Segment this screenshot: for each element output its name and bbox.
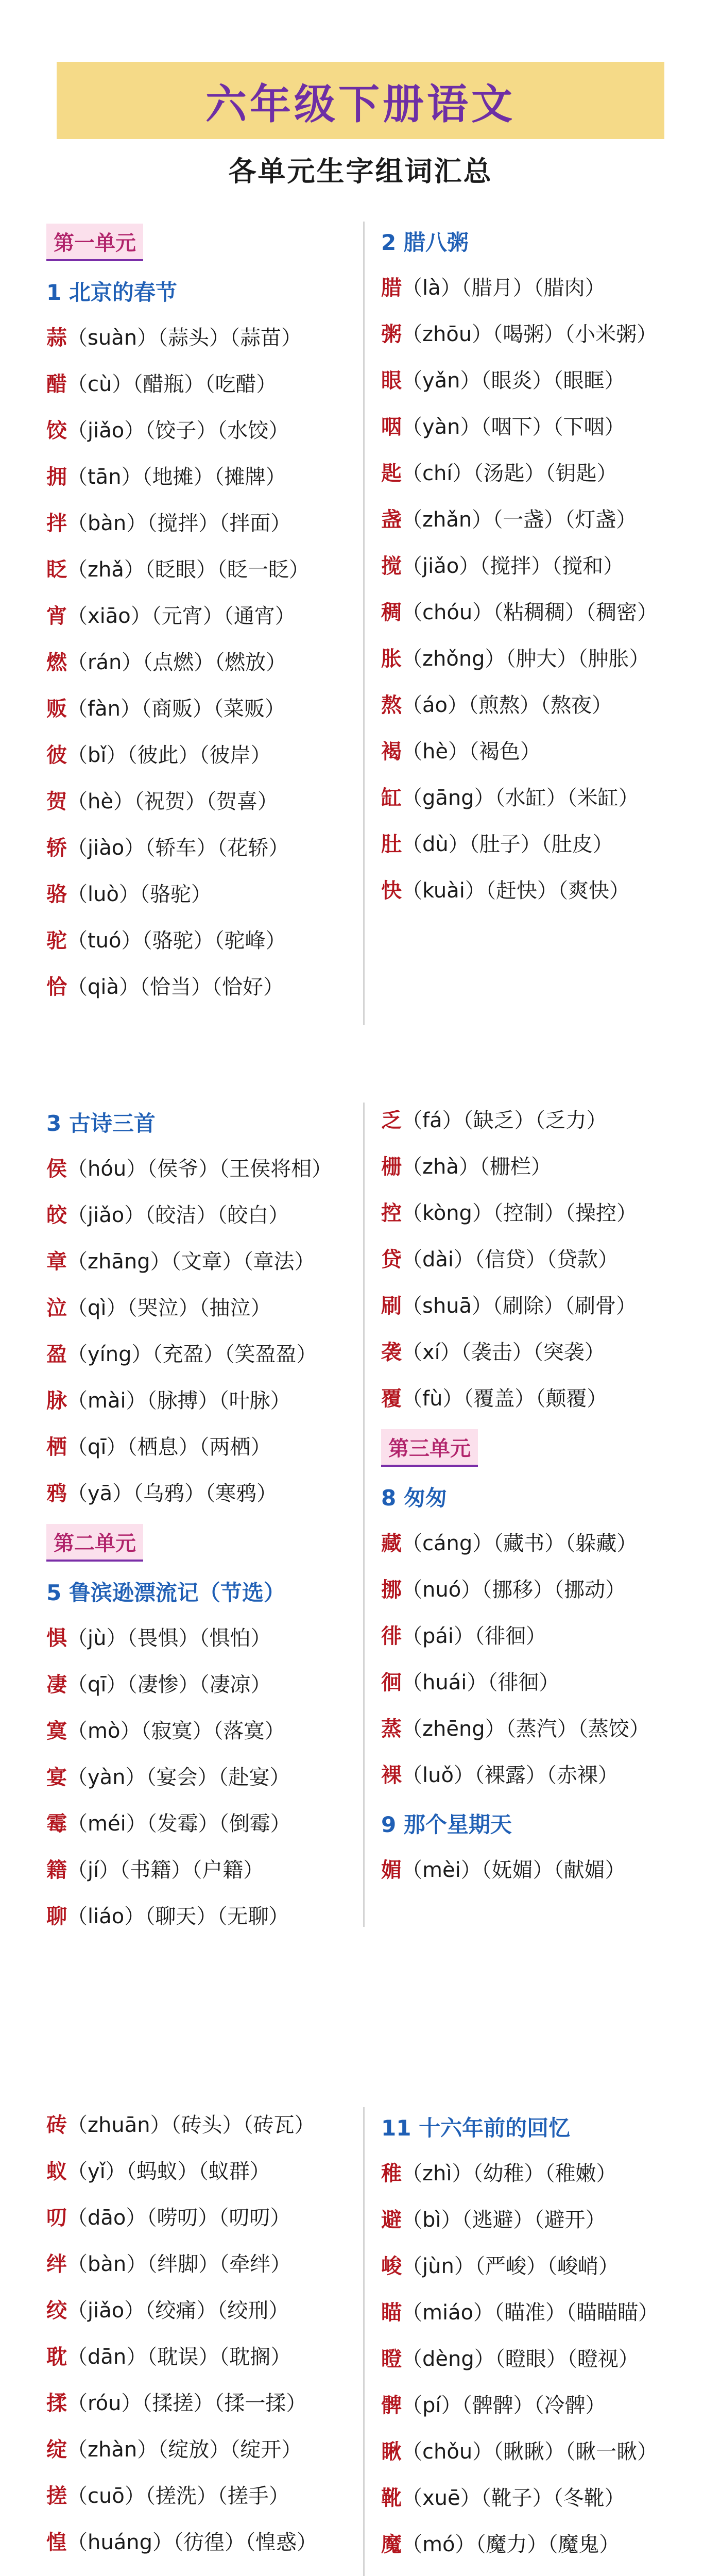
vocab-words: （zhǎ）（眨眼）（眨一眨） xyxy=(67,558,310,582)
vocab-words: （yǎn）（眼炎）（眼眶） xyxy=(402,369,625,393)
vocab-words: （zhēng）（蒸汽）（蒸饺） xyxy=(402,1717,650,1741)
vocab-words: （bàn）（搅拌）（拌面） xyxy=(67,512,291,535)
vocab-row xyxy=(46,964,355,1010)
vocab-words: （qià）（恰当）（恰好） xyxy=(67,975,284,999)
vocab-words: （dài）（信贷）（贷款） xyxy=(402,1248,619,1272)
vocab-character: 粥 xyxy=(381,323,402,346)
right-column xyxy=(381,1097,690,1893)
vocab-character: 稚 xyxy=(381,2162,402,2185)
vocab-character: 皎 xyxy=(46,1204,67,1227)
vocab-words: （yàn）（咽下）（下咽） xyxy=(402,415,625,439)
vocab-words: （zhǎn）（一盏）（灯盏） xyxy=(402,508,637,532)
vocab-character: 眨 xyxy=(46,558,67,582)
vocab-row xyxy=(381,2290,690,2336)
vocab-character: 宵 xyxy=(46,604,67,628)
vocab-words: （là）（腊月）（腊肉） xyxy=(402,276,606,300)
vocab-words: （zhǒng）（肿大）（肿胀） xyxy=(402,647,650,671)
vocab-words: （cáng）（藏书）（躲藏） xyxy=(402,1532,638,1555)
vocab-character: 熬 xyxy=(381,693,402,717)
vocab-character: 瞅 xyxy=(381,2440,402,2464)
vocab-row xyxy=(381,2475,690,2521)
vocab-words: （huáng）（彷徨）（惶惑） xyxy=(67,2531,317,2554)
vocab-character: 泣 xyxy=(46,1296,67,1320)
vocab-row xyxy=(381,636,690,682)
vocab-character: 轿 xyxy=(46,836,67,860)
vocab-words: （jiǎo）（搅拌）（搅和） xyxy=(402,554,624,578)
vocab-row xyxy=(46,408,355,454)
vocab-row xyxy=(381,775,690,821)
left-column xyxy=(46,2102,355,2576)
vocab-words: （bì）（逃避）（避开） xyxy=(402,2208,606,2232)
vocab-words: （qī）（栖息）（两栖） xyxy=(67,1435,271,1459)
vocab-row xyxy=(381,2243,690,2290)
vocab-words: （zhà）（栅栏） xyxy=(402,1155,552,1179)
vocab-character: 靴 xyxy=(381,2486,402,2510)
vocab-row xyxy=(46,2241,355,2287)
vocab-row xyxy=(46,593,355,639)
lesson-heading: 3 古诗三首 xyxy=(46,1111,156,1136)
vocab-row xyxy=(381,497,690,543)
vocab-row xyxy=(46,1331,355,1378)
lesson-heading: 2 腊八粥 xyxy=(381,230,469,255)
vocab-words: （xiāo）（元宵）（通宵） xyxy=(67,604,296,628)
vocab-words: （tān）（地摊）（摊牌） xyxy=(67,465,286,489)
vocab-character: 搅 xyxy=(381,554,402,578)
vocab-character: 拥 xyxy=(46,465,67,489)
vocab-row xyxy=(381,1613,690,1659)
vocab-row xyxy=(381,1659,690,1706)
vocab-character: 腊 xyxy=(381,276,402,300)
vocab-character: 徘 xyxy=(381,1624,402,1648)
vocab-row xyxy=(381,543,690,589)
vocab-row xyxy=(46,1146,355,1192)
vocab-row xyxy=(46,2519,355,2566)
vocab-character: 醋 xyxy=(46,372,67,396)
vocab-row xyxy=(46,778,355,825)
vocab-row xyxy=(381,1520,690,1567)
vocab-character: 宴 xyxy=(46,1766,67,1789)
vocab-words: （kòng）（控制）（操控） xyxy=(402,1201,637,1225)
vocab-words: （mó）（魔力）（魔鬼） xyxy=(402,2533,620,2556)
vocab-words: （dèng）（瞪眼）（瞪视） xyxy=(402,2347,639,2371)
vocab-words: （pí）（髀髀）（冷髀） xyxy=(402,2394,606,2417)
vocab-character: 饺 xyxy=(46,419,67,443)
vocab-character: 贷 xyxy=(381,1248,402,1272)
vocab-words: （liáo）（聊天）（无聊） xyxy=(67,1905,289,1928)
vocab-row xyxy=(46,1470,355,1517)
vocab-character: 盈 xyxy=(46,1343,67,1366)
vocab-character: 乏 xyxy=(381,1109,402,1132)
vocab-character: 绊 xyxy=(46,2252,67,2276)
vocab-character: 章 xyxy=(46,1250,67,1274)
vocab-row xyxy=(46,2427,355,2473)
vocab-row xyxy=(46,1893,355,1940)
vocab-character: 霉 xyxy=(46,1812,67,1836)
vocab-row xyxy=(381,682,690,728)
vocab-row xyxy=(46,2287,355,2334)
vocab-row xyxy=(381,1190,690,1236)
vocab-character: 魔 xyxy=(381,2533,402,2556)
vocab-row xyxy=(381,1376,690,1422)
vocab-words: （jiǎo）（绞痛）（绞刑） xyxy=(67,2299,289,2323)
left-column xyxy=(46,216,355,1010)
vocab-words: （mài）（脉搏）（叶脉） xyxy=(67,1389,291,1413)
vocab-row xyxy=(46,732,355,778)
vocab-words: （dāo）（唠叨）（叨叨） xyxy=(67,2206,291,2230)
vocab-row xyxy=(46,500,355,547)
vocab-row xyxy=(381,728,690,775)
vocab-row xyxy=(381,2382,690,2429)
vocab-words: （chóu）（粘稠稠）（稠密） xyxy=(402,601,658,624)
vocab-character: 瞄 xyxy=(381,2301,402,2325)
vocab-words: （hè）（褐色） xyxy=(402,740,541,764)
lesson-heading: 1 北京的春节 xyxy=(46,280,177,305)
vocab-row xyxy=(46,315,355,361)
vocab-character: 匙 xyxy=(381,462,402,485)
vocab-words: （méi）（发霉）（倒霉） xyxy=(67,1812,291,1836)
vocab-character: 刷 xyxy=(381,1294,402,1318)
unit-heading: 第二单元 xyxy=(46,1524,143,1562)
vocab-row xyxy=(381,2521,690,2568)
vocab-row xyxy=(381,2336,690,2382)
vocab-words: （qì）（哭泣）（抽泣） xyxy=(67,1296,271,1320)
vocab-row xyxy=(46,1708,355,1754)
vocab-character: 避 xyxy=(381,2208,402,2232)
vocab-row xyxy=(381,358,690,404)
vocab-words: （kuài）（赶快）（爽快） xyxy=(402,879,630,903)
vocab-words: （róu）（揉搓）（揉一揉） xyxy=(67,2392,307,2415)
vocab-words: （zhāng）（文章）（章法） xyxy=(67,1250,315,1274)
vocab-words: （qī）（凄惨）（凄凉） xyxy=(67,1673,271,1697)
vocab-row xyxy=(381,1283,690,1329)
vocab-character: 媚 xyxy=(381,1858,402,1882)
vocab-character: 驼 xyxy=(46,929,67,953)
vocab-words: （nuó）（挪移）（挪动） xyxy=(402,1578,626,1602)
vocab-words: （zhì）（幼稚）（稚嫩） xyxy=(402,2162,617,2185)
vocab-character: 咽 xyxy=(381,415,402,439)
vocab-words: （yā）（乌鸦）（寒鸦） xyxy=(67,1482,278,1505)
vocab-character: 眼 xyxy=(381,369,402,393)
vocab-character: 恰 xyxy=(46,975,67,999)
vocab-words: （fá）（缺乏）（乏力） xyxy=(402,1109,607,1132)
vocab-row xyxy=(381,2568,690,2576)
vocab-words: （mèi）（妩媚）（献媚） xyxy=(402,1858,626,1882)
vocab-words: （yíng）（充盈）（笑盈盈） xyxy=(67,1343,317,1366)
vocab-row xyxy=(46,2334,355,2380)
vocab-character: 褐 xyxy=(381,740,402,764)
vocab-words: （xí）（袭击）（突袭） xyxy=(402,1341,605,1364)
vocab-row xyxy=(381,1329,690,1376)
vocab-character: 揉 xyxy=(46,2392,67,2415)
vocab-character: 肚 xyxy=(381,833,402,856)
vocab-character: 聊 xyxy=(46,1905,67,1928)
vocab-words: （jù）（畏惧）（惧怕） xyxy=(67,1626,271,1650)
unit-heading: 第一单元 xyxy=(46,224,143,261)
vocab-row xyxy=(46,1239,355,1285)
vocab-row xyxy=(46,2473,355,2519)
vocab-words: （xuē）（靴子）（冬靴） xyxy=(402,2486,625,2510)
lesson-heading: 8 匆匆 xyxy=(381,1485,447,1511)
vocab-row xyxy=(46,2566,355,2576)
vocab-words: （luò）（骆驼） xyxy=(67,883,212,906)
vocab-row xyxy=(46,871,355,918)
vocab-character: 峻 xyxy=(381,2255,402,2278)
vocab-words: （fù）（覆盖）（颠覆） xyxy=(402,1387,608,1411)
vocab-character: 寞 xyxy=(46,1719,67,1743)
vocab-words: （gāng）（水缸）（米缸） xyxy=(402,786,639,810)
vocab-character: 裸 xyxy=(381,1764,402,1787)
vocab-row xyxy=(46,1754,355,1801)
vocab-character: 袭 xyxy=(381,1341,402,1364)
vocab-character: 骆 xyxy=(46,883,67,906)
lesson-heading: 5 鲁滨逊漂流记（节选） xyxy=(46,1580,285,1605)
vocab-character: 挪 xyxy=(381,1578,402,1602)
vocab-character: 贩 xyxy=(46,697,67,721)
vocab-character: 盏 xyxy=(381,508,402,532)
vocab-words: （zhōu）（喝粥）（小米粥） xyxy=(402,323,658,346)
vocab-row xyxy=(381,1847,690,1893)
vocab-character: 籍 xyxy=(46,1858,67,1882)
vocab-words: （huái）（徘徊） xyxy=(402,1671,560,1694)
vocab-character: 藏 xyxy=(381,1532,402,1555)
vocab-character: 彼 xyxy=(46,743,67,767)
vocab-character: 栖 xyxy=(46,1435,67,1459)
vocab-words: （jiǎo）（饺子）（水饺） xyxy=(67,419,289,443)
vocab-words: （jiào）（轿车）（花轿） xyxy=(67,836,289,860)
column-divider xyxy=(363,222,365,1025)
vocab-row xyxy=(46,1192,355,1239)
vocab-row xyxy=(381,311,690,358)
vocab-character: 绽 xyxy=(46,2438,67,2462)
vocab-row xyxy=(46,1424,355,1470)
vocab-words: （bàn）（绊脚）（牵绊） xyxy=(67,2252,291,2276)
vocab-words: （cù）（醋瓶）（吃醋） xyxy=(67,372,277,396)
vocab-row xyxy=(46,1847,355,1893)
vocab-character: 蒜 xyxy=(46,326,67,350)
vocab-character: 惧 xyxy=(46,1626,67,1650)
vocab-words: （chí）（汤匙）（钥匙） xyxy=(402,462,617,485)
vocab-row xyxy=(46,918,355,964)
vocab-character: 惶 xyxy=(46,2531,67,2554)
vocab-row xyxy=(381,2429,690,2475)
column-divider xyxy=(363,2107,365,2576)
vocab-words: （tuó）（骆驼）（驼峰） xyxy=(67,929,286,953)
vocab-words: （shuā）（刷除）（刷骨） xyxy=(402,1294,637,1318)
vocab-words: （jí）（书籍）（户籍） xyxy=(67,1858,264,1882)
vocab-row xyxy=(381,1236,690,1283)
vocab-character: 绞 xyxy=(46,2299,67,2323)
vocab-words: （dān）（耽误）（耽搁） xyxy=(67,2345,291,2369)
vocab-character: 脉 xyxy=(46,1389,67,1413)
page-subtitle: 各单元生字组词汇总 xyxy=(228,155,493,188)
right-column xyxy=(381,216,690,914)
vocab-row xyxy=(381,404,690,450)
vocab-character: 鸦 xyxy=(46,1482,67,1505)
page-title: 六年级下册语文 xyxy=(205,80,516,128)
vocab-words: （mò）（寂寞）（落寞） xyxy=(67,1719,285,1743)
vocab-words: （áo）（煎熬）（熬夜） xyxy=(402,693,612,717)
vocab-words: （pái）（徘徊） xyxy=(402,1624,547,1648)
lesson-heading: 9 那个星期天 xyxy=(381,1812,512,1837)
vocab-character: 搓 xyxy=(46,2484,67,2508)
vocab-words: （cuō）（搓洗）（搓手） xyxy=(67,2484,289,2508)
vocab-character: 燃 xyxy=(46,651,67,674)
lesson-heading: 11 十六年前的回忆 xyxy=(381,2115,571,2141)
vocab-character: 蚁 xyxy=(46,2160,67,2183)
vocab-row xyxy=(46,2102,355,2148)
vocab-words: （yǐ）（蚂蚁）（蚁群） xyxy=(67,2160,270,2183)
title-banner xyxy=(57,62,664,139)
vocab-words: （bǐ）（彼此）（彼岸） xyxy=(67,743,271,767)
vocab-row xyxy=(46,2148,355,2195)
vocab-character: 贺 xyxy=(46,790,67,814)
vocab-row xyxy=(381,2150,690,2197)
vocab-character: 侯 xyxy=(46,1157,67,1181)
vocab-row xyxy=(381,1144,690,1190)
vocab-row xyxy=(46,1801,355,1847)
vocab-character: 胀 xyxy=(381,647,402,671)
vocab-words: （dù）（肚子）（肚皮） xyxy=(402,833,613,856)
column-divider xyxy=(363,1103,365,1927)
vocab-character: 稠 xyxy=(381,601,402,624)
vocab-character: 蒸 xyxy=(381,1717,402,1741)
vocab-row xyxy=(381,1097,690,1144)
vocab-row xyxy=(381,1567,690,1613)
vocab-character: 徊 xyxy=(381,1671,402,1694)
vocab-character: 覆 xyxy=(381,1387,402,1411)
vocab-character: 叨 xyxy=(46,2206,67,2230)
vocab-character: 缸 xyxy=(381,786,402,810)
vocab-row xyxy=(46,547,355,593)
vocab-character: 髀 xyxy=(381,2394,402,2417)
vocab-row xyxy=(46,825,355,871)
vocab-row xyxy=(381,821,690,868)
vocab-character: 瞪 xyxy=(381,2347,402,2371)
vocab-words: （zhàn）（绽放）（绽开） xyxy=(67,2438,302,2462)
vocab-row xyxy=(46,1378,355,1424)
vocab-character: 快 xyxy=(381,879,402,903)
vocab-row xyxy=(381,265,690,311)
right-column xyxy=(381,2102,690,2576)
vocab-words: （suàn）（蒜头）（蒜苗） xyxy=(67,326,302,350)
vocab-words: （chǒu）（瞅瞅）（瞅一瞅） xyxy=(402,2440,658,2464)
vocab-character: 控 xyxy=(381,1201,402,1225)
vocab-words: （zhuān）（砖头）（砖瓦） xyxy=(67,2113,315,2137)
vocab-row xyxy=(381,589,690,636)
vocab-row xyxy=(46,454,355,500)
vocab-words: （luǒ）（裸露）（赤裸） xyxy=(402,1764,619,1787)
vocab-row xyxy=(381,1706,690,1752)
left-column xyxy=(46,1097,355,1940)
vocab-row xyxy=(46,1615,355,1662)
vocab-words: （hè）（祝贺）（贺喜） xyxy=(67,790,278,814)
vocab-words: （hóu）（侯爷）（王侯将相） xyxy=(67,1157,333,1181)
unit-heading: 第三单元 xyxy=(381,1429,478,1467)
vocab-character: 拌 xyxy=(46,512,67,535)
vocab-row xyxy=(381,2197,690,2243)
vocab-row xyxy=(46,686,355,732)
vocab-character: 栅 xyxy=(381,1155,402,1179)
vocab-row xyxy=(46,2380,355,2427)
vocab-words: （rán）（点燃）（燃放） xyxy=(67,651,287,674)
vocab-row xyxy=(46,1662,355,1708)
vocab-row xyxy=(46,2195,355,2241)
vocab-row xyxy=(46,361,355,408)
vocab-row xyxy=(46,1285,355,1331)
vocab-row xyxy=(381,868,690,914)
vocab-row xyxy=(46,639,355,686)
vocab-words: （jùn）（严峻）（峻峭） xyxy=(402,2255,619,2278)
vocab-character: 耽 xyxy=(46,2345,67,2369)
vocab-words: （yàn）（宴会）（赴宴） xyxy=(67,1766,290,1789)
vocab-character: 凄 xyxy=(46,1673,67,1697)
vocab-words: （miáo）（瞄准）（瞄瞄瞄） xyxy=(402,2301,659,2325)
vocab-words: （jiǎo）（皎洁）（皎白） xyxy=(67,1204,289,1227)
vocab-character: 砖 xyxy=(46,2113,67,2137)
vocab-row xyxy=(381,1752,690,1799)
vocab-words: （fàn）（商贩）（菜贩） xyxy=(67,697,285,721)
vocab-row xyxy=(381,450,690,497)
